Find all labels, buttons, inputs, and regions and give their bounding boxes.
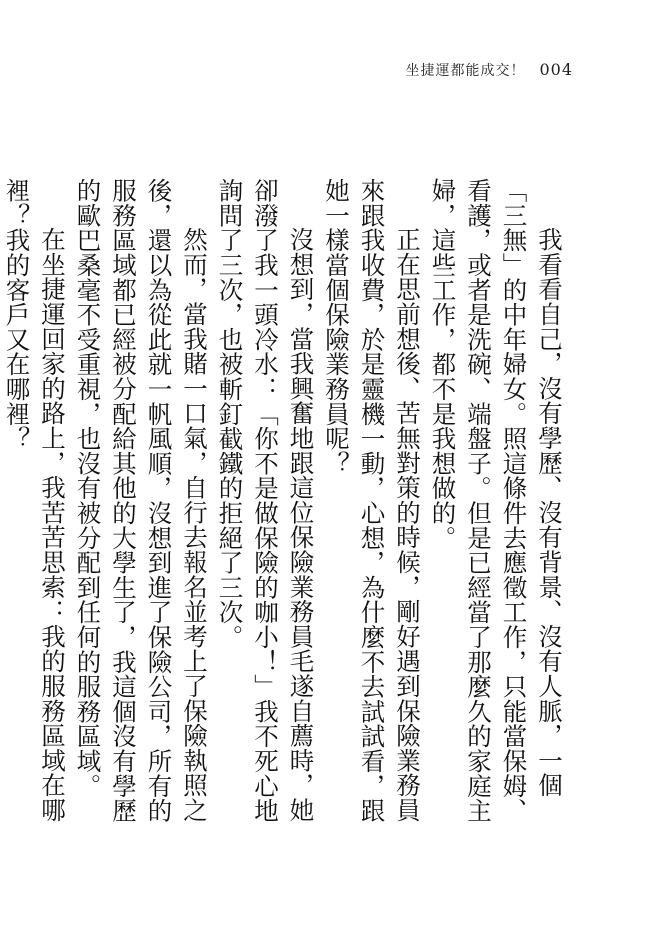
- page-number: 004: [539, 60, 573, 79]
- paragraph: 在坐捷運回家的路上，我苦苦思索：我的服務區域在哪裡？我的客戶又在哪裡？: [2, 178, 67, 823]
- paragraph: 我看看自己，沒有學歷、沒有背景、沒有人脈，一個「三無」的中年婦女。照這條件去應徵工作，只能當保姆、看護，或者是洗碗、端盤子。但是已經當了那麼久的家庭主婦，這些工作，都不是我想做的。: [428, 178, 564, 823]
- body-text: [0, 178, 567, 838]
- paragraph: 沒想到，當我興奮地跟這位保險業務員毛遂自薦時，她卻潑了我一頭冷水：「你不是做保險的咖小！」我不死心地詢問了三次，也被斬釘截鐵的拒絕了三次。: [215, 178, 316, 823]
- book-title: 坐捷運都能成交！: [405, 63, 526, 79]
- paragraph: 然而，當我賭一口氣，自行去報名並考上了保險執照之後，還以為從此就一帆風順，沒想到進了保險公司，所有的服務區域都已經被分配給其他的大學生了，我這個沒有學歷的歐巴桑毫不受重視，也沒有被分配到任何的服務區域。: [73, 178, 209, 823]
- paragraph: 正在思前想後、苦無對策的時候，剛好遇到保險業務員來跟我收費，於是靈機一動，心想，為什麼不去試試看，跟她一樣當個保險業務員呢？: [322, 178, 422, 823]
- running-header: [405, 60, 573, 84]
